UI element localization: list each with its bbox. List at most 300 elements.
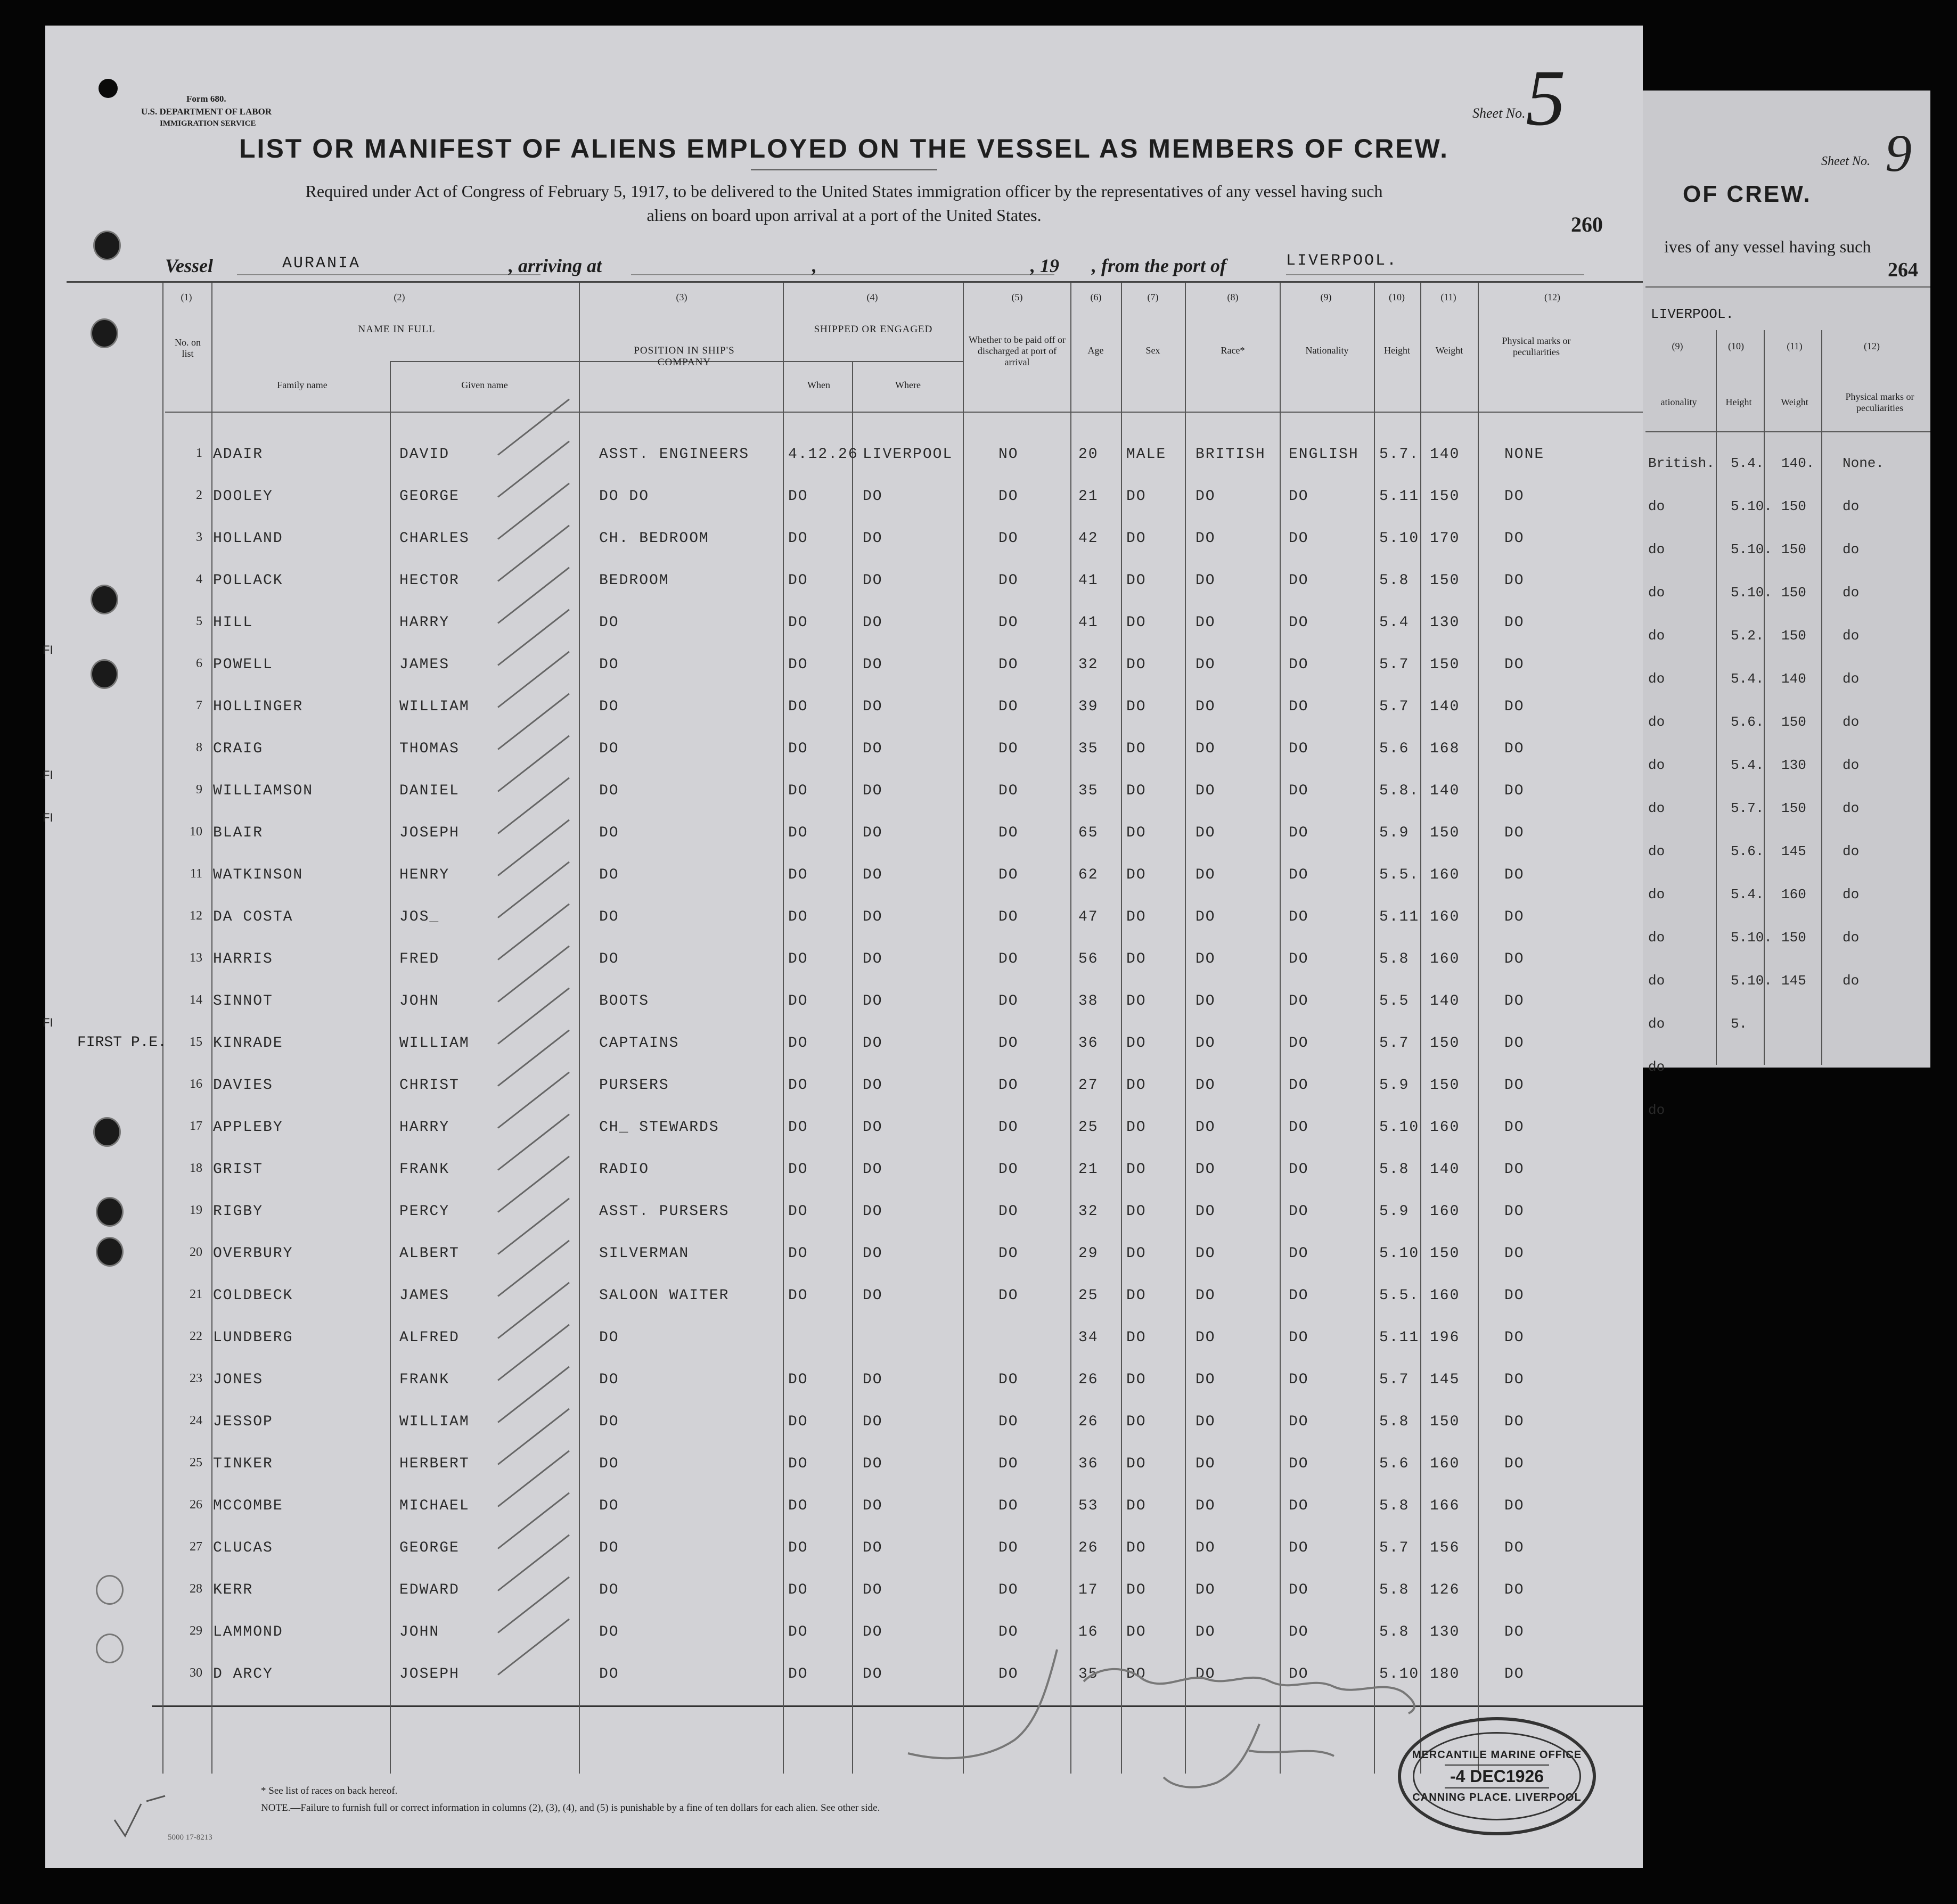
- cell-nationality: DO: [1289, 530, 1309, 547]
- cell-no: 21: [190, 1287, 202, 1301]
- cell-given: HARRY: [399, 614, 450, 631]
- cell-height: 5.7: [1379, 1035, 1410, 1052]
- cell-marks: DO: [1504, 488, 1525, 505]
- cell-race: DO: [1196, 1372, 1216, 1388]
- cell-family: CLUCAS: [213, 1540, 273, 1556]
- cell-race: DO: [1196, 1035, 1216, 1052]
- cell-given: JOSEPH: [399, 1666, 460, 1683]
- cell-nationality: DO: [1289, 1161, 1309, 1178]
- table-row: [45, 530, 1643, 552]
- colhead-name-in-full: NAME IN FULL: [358, 324, 436, 335]
- table-row: [45, 1287, 1643, 1309]
- cell-nationality: DO: [1289, 1119, 1309, 1136]
- cell-family: GRIST: [213, 1161, 264, 1178]
- cell-no: 9: [196, 783, 202, 797]
- colnum-1: (1): [181, 292, 192, 302]
- cell-weight: 156: [1430, 1540, 1460, 1556]
- cell-where: DO: [863, 572, 883, 589]
- cell-race: DO: [1196, 1540, 1216, 1556]
- cell-no: 10: [190, 825, 202, 839]
- stamp-bottom-text: CANNING PLACE. LIVERPOOL: [1412, 1791, 1582, 1803]
- back-required-tail: ives of any vessel having such: [1664, 237, 1871, 256]
- cell-where: DO: [863, 825, 883, 841]
- cell-sex: DO: [1126, 993, 1147, 1010]
- table-row: [45, 1245, 1643, 1267]
- cell-no: 22: [190, 1329, 202, 1343]
- cell-age: 32: [1078, 656, 1099, 673]
- year-label: , 19: [1030, 255, 1059, 276]
- print-code: 5000 17-8213: [168, 1833, 212, 1842]
- cell-position: DO: [599, 1456, 619, 1472]
- cell-weight: 168: [1430, 741, 1460, 757]
- cell-given: FRED: [399, 951, 440, 967]
- cell-paid: DO: [998, 1582, 1019, 1598]
- cell-sex: DO: [1126, 909, 1147, 925]
- cell-position: DO: [599, 1582, 619, 1598]
- stamp-inner-ring: [1413, 1732, 1581, 1820]
- cell-weight: 140: [1430, 993, 1460, 1010]
- back-table-row: [1598, 930, 1928, 951]
- cell-no: 19: [190, 1203, 202, 1217]
- back-colhead-height: Height: [1725, 397, 1752, 407]
- cell-weight: 140: [1430, 1161, 1460, 1178]
- cell-marks: DO: [1504, 1035, 1525, 1052]
- back-cell-m: do: [1843, 887, 1860, 902]
- back-table-row: [1598, 887, 1928, 908]
- cell-age: 62: [1078, 867, 1099, 883]
- cell-position: CH_ STEWARDS: [599, 1119, 719, 1136]
- cell-marks: DO: [1504, 1582, 1525, 1598]
- cell-height: 5.8.: [1379, 783, 1420, 799]
- pencil-tick-mark: [109, 1793, 168, 1841]
- back-table-rule: [1645, 431, 1930, 432]
- table-row: [45, 993, 1643, 1014]
- arrival-comma: ,: [812, 255, 817, 276]
- cell-race: DO: [1196, 1161, 1216, 1178]
- back-cell-m: do: [1843, 930, 1860, 946]
- cell-no: 30: [190, 1666, 202, 1680]
- back-table-row: [1598, 671, 1928, 692]
- cell-no: 24: [190, 1414, 202, 1427]
- cell-position: DO: [599, 1372, 619, 1388]
- cell-marks: DO: [1504, 572, 1525, 589]
- back-title-tail: OF CREW.: [1683, 181, 1812, 207]
- page-number: 260: [1571, 212, 1603, 236]
- colhead-marks: Physical marks or peculiarities: [1502, 335, 1571, 357]
- cell-race: BRITISH: [1196, 446, 1266, 463]
- cell-position: DO: [599, 909, 619, 925]
- cell-nationality: DO: [1289, 1245, 1309, 1262]
- cell-given: ALFRED: [399, 1329, 460, 1346]
- cell-nationality: DO: [1289, 614, 1309, 631]
- cell-weight: 130: [1430, 614, 1460, 631]
- cell-paid: DO: [998, 488, 1019, 505]
- cell-marks: DO: [1504, 1372, 1525, 1388]
- margin-fi: FI: [43, 1016, 53, 1029]
- cell-height: 5.9: [1379, 1203, 1410, 1220]
- cell-age: 27: [1078, 1077, 1099, 1094]
- cell-height: 5.6: [1379, 1456, 1410, 1472]
- table-row: [45, 1161, 1643, 1183]
- cell-when: DO: [788, 867, 808, 883]
- vessel-underline: [237, 274, 541, 275]
- cell-where: DO: [863, 614, 883, 631]
- cell-race: DO: [1196, 1203, 1216, 1220]
- cell-given: JOHN: [399, 993, 440, 1010]
- cell-marks: DO: [1504, 1666, 1525, 1683]
- cell-sex: DO: [1126, 741, 1147, 757]
- front-sheet: [45, 26, 1643, 1868]
- cell-marks: DO: [1504, 1203, 1525, 1220]
- cell-age: 17: [1078, 1582, 1099, 1598]
- cell-sex: DO: [1126, 1245, 1147, 1262]
- back-cell-m: do: [1843, 757, 1860, 773]
- cell-position: DO: [599, 825, 619, 841]
- back-col-divider: [1716, 330, 1717, 1065]
- cell-family: WILLIAMSON: [213, 783, 314, 799]
- cell-where: LIVERPOOL: [863, 446, 953, 463]
- table-row: [45, 1582, 1643, 1603]
- cell-when: DO: [788, 1077, 808, 1094]
- cell-position: DO: [599, 1624, 619, 1640]
- cell-position: BEDROOM: [599, 572, 669, 589]
- cell-marks: NONE: [1504, 446, 1545, 463]
- cell-family: HILL: [213, 614, 253, 631]
- cell-marks: DO: [1504, 1540, 1525, 1556]
- cell-paid: DO: [998, 699, 1019, 715]
- cell-age: 16: [1078, 1624, 1099, 1640]
- cell-nationality: DO: [1289, 867, 1309, 883]
- back-cell-h: 5.6.: [1731, 843, 1764, 859]
- cell-marks: DO: [1504, 1498, 1525, 1514]
- department: U.S. DEPARTMENT OF LABOR: [141, 106, 272, 117]
- cell-when: DO: [788, 909, 808, 925]
- cell-age: 35: [1078, 1666, 1099, 1683]
- table-row: [45, 1456, 1643, 1477]
- cell-height: 5.10: [1379, 1245, 1420, 1262]
- cell-given: FRANK: [399, 1161, 450, 1178]
- colhead-no-on-list: No. on list: [175, 337, 201, 359]
- cell-sex: DO: [1126, 1287, 1147, 1304]
- back-page-number: 264: [1888, 259, 1918, 281]
- table-row: [45, 488, 1643, 510]
- cell-given: FRANK: [399, 1372, 450, 1388]
- cell-where: DO: [863, 1582, 883, 1598]
- cell-no: 4: [196, 572, 202, 586]
- back-header-rule: [1645, 286, 1930, 288]
- cell-height: 5.7: [1379, 1372, 1410, 1388]
- manifest-title: LIST OR MANIFEST OF ALIENS EMPLOYED ON THE VESSEL AS MEMBERS OF CREW.: [239, 134, 1449, 163]
- cell-age: 36: [1078, 1456, 1099, 1472]
- cell-height: 5.7.: [1379, 446, 1420, 463]
- cell-height: 5.5: [1379, 993, 1410, 1010]
- title-rule: [751, 169, 937, 170]
- colhead-race: Race*: [1221, 345, 1245, 356]
- cell-family: TINKER: [213, 1456, 273, 1472]
- back-cell-nat: do: [1648, 887, 1665, 902]
- vessel-label: Vessel: [165, 255, 213, 276]
- cell-family: DAVIES: [213, 1077, 273, 1094]
- cell-given: GEORGE: [399, 1540, 460, 1556]
- cell-nationality: DO: [1289, 1498, 1309, 1514]
- cell-marks: DO: [1504, 1624, 1525, 1640]
- cell-position: DO: [599, 741, 619, 757]
- cell-age: 53: [1078, 1498, 1099, 1514]
- cell-race: DO: [1196, 825, 1216, 841]
- cell-marks: DO: [1504, 741, 1525, 757]
- cell-paid: DO: [998, 1203, 1019, 1220]
- cell-race: DO: [1196, 1077, 1216, 1094]
- colhead-when: When: [807, 380, 830, 390]
- back-cell-h: 5.10.: [1731, 973, 1773, 989]
- cell-where: DO: [863, 1245, 883, 1262]
- cell-weight: 150: [1430, 1245, 1460, 1262]
- colhead-nationality: Nationality: [1305, 345, 1349, 356]
- back-cell-m: do: [1843, 973, 1860, 989]
- cell-nationality: DO: [1289, 909, 1309, 925]
- from-port-label: , from the port of: [1092, 255, 1227, 276]
- cell-age: 47: [1078, 909, 1099, 925]
- cell-family: COLDBECK: [213, 1287, 293, 1304]
- cell-position: SILVERMAN: [599, 1245, 690, 1262]
- cell-paid: DO: [998, 1456, 1019, 1472]
- cell-position: SALOON WAITER: [599, 1287, 730, 1304]
- cell-when: DO: [788, 572, 808, 589]
- cell-paid: DO: [998, 909, 1019, 925]
- back-cell-m: None.: [1843, 455, 1885, 471]
- cell-when: DO: [788, 1414, 808, 1430]
- cell-given: CHRIST: [399, 1077, 460, 1094]
- cell-nationality: ENGLISH: [1289, 446, 1359, 463]
- table-row: [45, 699, 1643, 720]
- back-cell-nat: do: [1648, 541, 1665, 557]
- cell-height: 5.11: [1379, 488, 1420, 505]
- cell-race: DO: [1196, 1329, 1216, 1346]
- cell-where: DO: [863, 1287, 883, 1304]
- cell-position: DO: [599, 1666, 619, 1683]
- cell-age: 36: [1078, 1035, 1099, 1052]
- cell-sex: DO: [1126, 572, 1147, 589]
- cell-nationality: DO: [1289, 1540, 1309, 1556]
- cell-no: 18: [190, 1161, 202, 1175]
- back-table-row: [1598, 541, 1928, 563]
- pencil-check-mark: [497, 399, 570, 456]
- cell-sex: DO: [1126, 867, 1147, 883]
- cell-race: DO: [1196, 488, 1216, 505]
- cell-sex: DO: [1126, 656, 1147, 673]
- cell-where: DO: [863, 783, 883, 799]
- back-colhead-nationality: ationality: [1660, 397, 1697, 407]
- back-cell-nat: do: [1648, 1102, 1665, 1118]
- cell-weight: 160: [1430, 909, 1460, 925]
- table-row: [45, 656, 1643, 678]
- back-cell-nat: do: [1648, 714, 1665, 730]
- back-cell-m: do: [1843, 671, 1860, 687]
- cell-position: CH. BEDROOM: [599, 530, 709, 547]
- colnum-12: (12): [1544, 292, 1560, 302]
- cell-nationality: DO: [1289, 656, 1309, 673]
- back-table-row: [1598, 757, 1928, 778]
- back-cell-nat: do: [1648, 800, 1665, 816]
- cell-marks: DO: [1504, 1119, 1525, 1136]
- table-row: [45, 1498, 1643, 1519]
- cell-height: 5.11: [1379, 1329, 1420, 1346]
- cell-given: JAMES: [399, 656, 450, 673]
- required-line1: Required under Act of Congress of February 5, 1917, to be delivered to the United States immigration officer by the representatives of any vessel having such: [305, 182, 1383, 201]
- cell-marks: DO: [1504, 993, 1525, 1010]
- cell-paid: DO: [998, 741, 1019, 757]
- cell-paid: DO: [998, 825, 1019, 841]
- cell-where: DO: [863, 1666, 883, 1683]
- cell-race: DO: [1196, 1287, 1216, 1304]
- back-cell-nat: do: [1648, 585, 1665, 601]
- cell-position: BOOTS: [599, 993, 650, 1010]
- cell-sex: DO: [1126, 1582, 1147, 1598]
- back-cell-w: 150: [1781, 714, 1806, 730]
- margin-note-first-pe: FIRST P.E.: [77, 1035, 167, 1051]
- back-cell-w: 150: [1781, 498, 1806, 514]
- cell-paid: DO: [998, 993, 1019, 1010]
- cell-given: DAVID: [399, 446, 450, 463]
- cell-sex: DO: [1126, 614, 1147, 631]
- cell-weight: 150: [1430, 1414, 1460, 1430]
- cell-race: DO: [1196, 1456, 1216, 1472]
- back-cell-w: 130: [1781, 757, 1806, 773]
- table-row: [45, 1372, 1643, 1393]
- table-row: [45, 1203, 1643, 1225]
- cell-given: ALBERT: [399, 1245, 460, 1262]
- cell-when: DO: [788, 993, 808, 1010]
- cell-family: JESSOP: [213, 1414, 273, 1430]
- cell-nationality: DO: [1289, 825, 1309, 841]
- margin-fi: FI: [43, 768, 53, 782]
- cell-family: KERR: [213, 1582, 253, 1598]
- cell-age: 26: [1078, 1414, 1099, 1430]
- cell-weight: 140: [1430, 699, 1460, 715]
- cell-sex: DO: [1126, 488, 1147, 505]
- cell-when: DO: [788, 1119, 808, 1136]
- back-table-row: [1598, 628, 1928, 649]
- punch-hole: [93, 231, 121, 260]
- cell-no: 14: [190, 993, 202, 1007]
- cell-height: 5.9: [1379, 825, 1410, 841]
- back-cell-m: do: [1843, 843, 1860, 859]
- cell-height: 5.8: [1379, 1498, 1410, 1514]
- cell-when: 4.12.26: [788, 446, 858, 463]
- cell-where: DO: [863, 993, 883, 1010]
- back-colnum-10: (10): [1728, 341, 1744, 351]
- cell-sex: DO: [1126, 530, 1147, 547]
- table-row: [45, 741, 1643, 762]
- back-col-divider: [1764, 330, 1765, 1065]
- cell-nationality: DO: [1289, 1329, 1309, 1346]
- cell-where: DO: [863, 530, 883, 547]
- back-cell-h: 5.4.: [1731, 455, 1764, 471]
- cell-where: DO: [863, 1540, 883, 1556]
- cell-height: 5.8: [1379, 1582, 1410, 1598]
- table-row: [45, 867, 1643, 888]
- cell-sex: DO: [1126, 1666, 1147, 1683]
- cell-marks: DO: [1504, 1287, 1525, 1304]
- cell-family: POLLACK: [213, 572, 283, 589]
- back-cell-m: do: [1843, 800, 1860, 816]
- cell-weight: 145: [1430, 1372, 1460, 1388]
- back-table-row: [1598, 1016, 1928, 1037]
- colnum-3: (3): [676, 292, 687, 302]
- cell-no: 7: [196, 699, 202, 712]
- back-cell-nat: do: [1648, 498, 1665, 514]
- cell-race: DO: [1196, 1119, 1216, 1136]
- back-cell-h: 5.10.: [1731, 541, 1773, 557]
- back-table-row: [1598, 585, 1928, 606]
- cell-family: HOLLINGER: [213, 699, 304, 715]
- cell-weight: 180: [1430, 1666, 1460, 1683]
- cell-race: DO: [1196, 530, 1216, 547]
- cell-nationality: DO: [1289, 993, 1309, 1010]
- service: IMMIGRATION SERVICE: [160, 119, 256, 128]
- cell-nationality: DO: [1289, 951, 1309, 967]
- table-row: [45, 1540, 1643, 1561]
- cell-no: 5: [196, 614, 202, 628]
- table-row: [45, 1077, 1643, 1098]
- cell-where: DO: [863, 1414, 883, 1430]
- cell-race: DO: [1196, 1666, 1216, 1683]
- cell-when: DO: [788, 488, 808, 505]
- cell-marks: DO: [1504, 614, 1525, 631]
- footnote-note: NOTE.—Failure to furnish full or correct information in columns (2), (3), (4), and (5) is punishable by a fine of ten dollars for each alien. See other side.: [261, 1802, 880, 1813]
- cell-marks: DO: [1504, 1161, 1525, 1178]
- back-colnum-11: (11): [1787, 341, 1803, 351]
- cell-when: DO: [788, 1456, 808, 1472]
- cell-weight: 170: [1430, 530, 1460, 547]
- cell-nationality: DO: [1289, 1414, 1309, 1430]
- cell-weight: 160: [1430, 867, 1460, 883]
- colnum-4: (4): [866, 292, 878, 302]
- cell-given: JAMES: [399, 1287, 450, 1304]
- cell-when: DO: [788, 1035, 808, 1052]
- signature: [876, 1628, 1483, 1799]
- back-cell-w: 160: [1781, 887, 1806, 902]
- cell-age: 65: [1078, 825, 1099, 841]
- cell-no: 6: [196, 656, 202, 670]
- cell-when: DO: [788, 1372, 808, 1388]
- cell-height: 5.11: [1379, 909, 1420, 925]
- table-row: [45, 783, 1643, 804]
- cell-paid: DO: [998, 1035, 1019, 1052]
- cell-when: DO: [788, 1540, 808, 1556]
- cell-height: 5.5.: [1379, 867, 1420, 883]
- table-row: [45, 572, 1643, 594]
- cell-position: DO: [599, 699, 619, 715]
- cell-when: DO: [788, 530, 808, 547]
- cell-where: DO: [863, 488, 883, 505]
- vessel-name: AURANIA: [282, 255, 361, 273]
- back-sheet-number: 9: [1885, 124, 1912, 183]
- cell-sex: DO: [1126, 1456, 1147, 1472]
- cell-race: DO: [1196, 783, 1216, 799]
- cell-when: DO: [788, 825, 808, 841]
- back-cell-h: 5.4.: [1731, 887, 1764, 902]
- cell-where: DO: [863, 867, 883, 883]
- cell-when: DO: [788, 1624, 808, 1640]
- cell-given: CHARLES: [399, 530, 470, 547]
- punch-hole: [99, 79, 118, 98]
- cell-when: DO: [788, 614, 808, 631]
- back-sheet-torn-edge: [1672, 1070, 1928, 1182]
- mercantile-marine-office-stamp: [1398, 1717, 1596, 1835]
- cell-where: DO: [863, 1161, 883, 1178]
- cell-race: DO: [1196, 699, 1216, 715]
